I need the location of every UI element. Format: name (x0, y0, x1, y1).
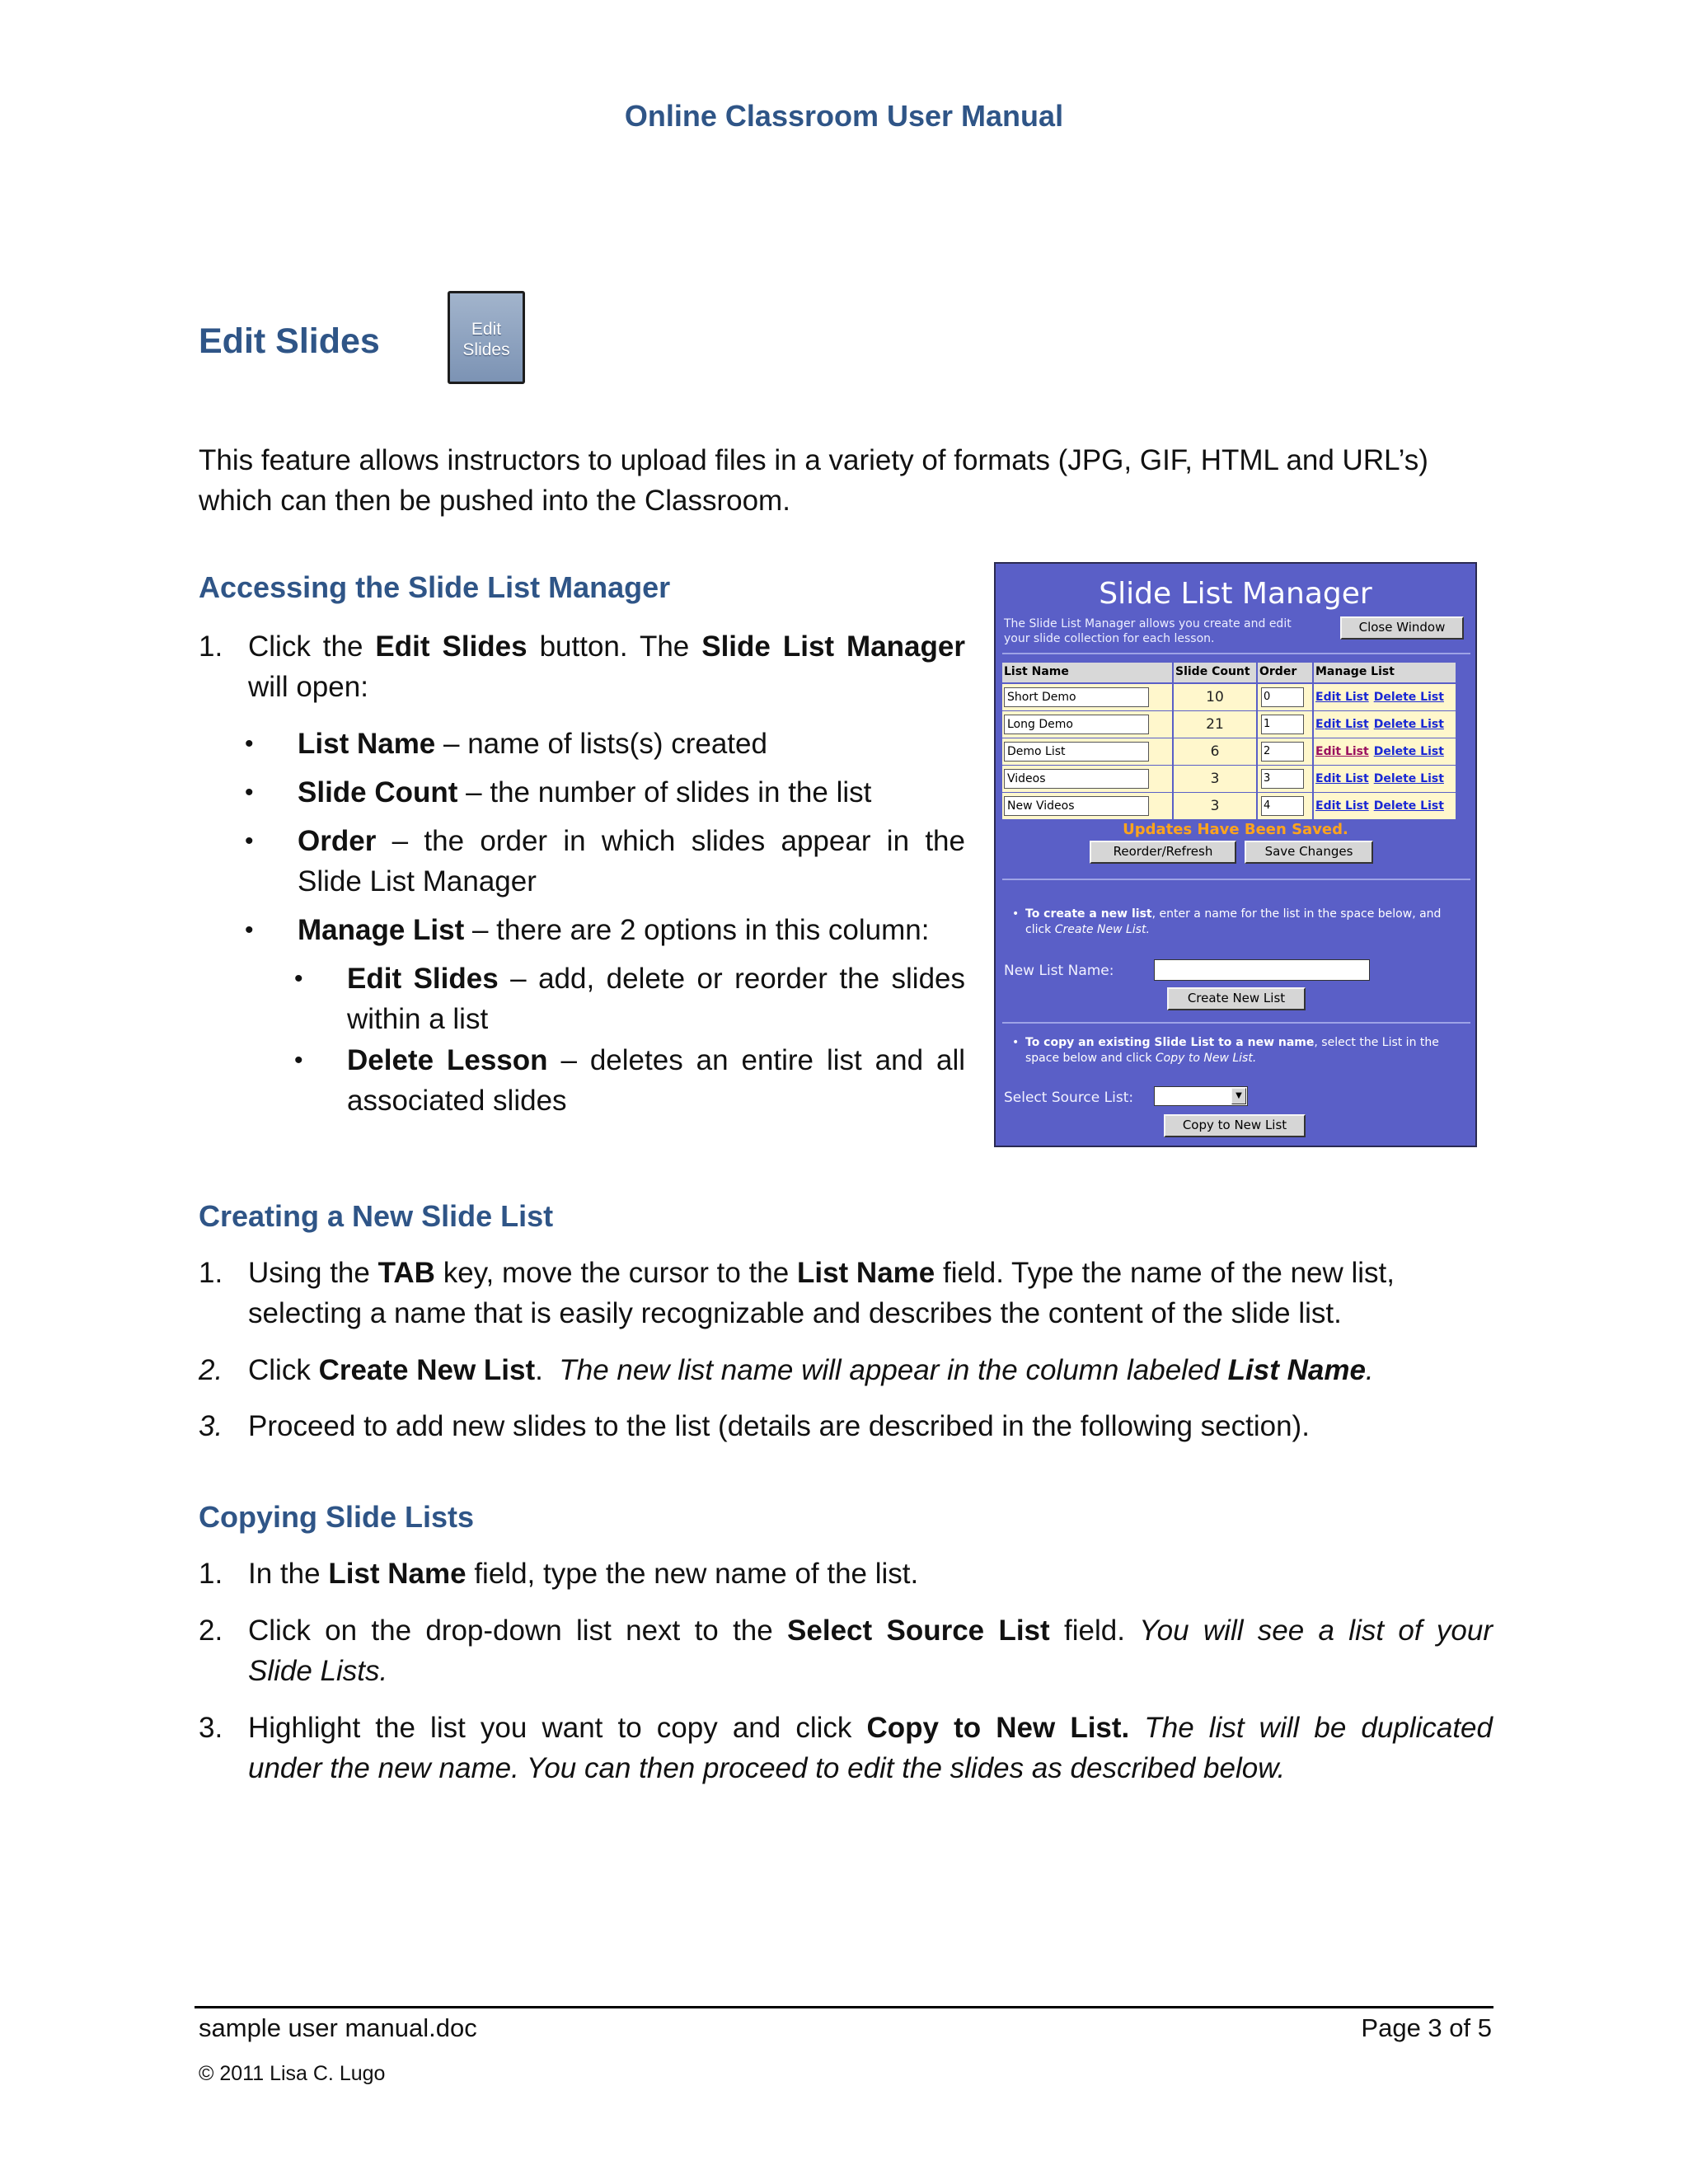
delete-list-link[interactable]: Delete List (1373, 691, 1444, 704)
accessing-step-1-line2: will open: (248, 671, 368, 703)
text: Click on the drop-down list next to the (248, 1615, 773, 1647)
text: . (535, 1354, 543, 1386)
header-manage-list: Manage List (1314, 663, 1456, 682)
edit-list-link[interactable]: Edit List (1315, 772, 1369, 785)
source-list-select[interactable] (1154, 1086, 1248, 1106)
edit-list-link[interactable]: Edit List (1315, 745, 1369, 758)
list-name-input[interactable]: Long Demo (1004, 715, 1149, 734)
text: , select the List in the space below and click (1025, 1036, 1439, 1065)
intro-line-1: This feature allows instructors to upload files in a variety of formats (JPG, GIF, HTML and URL’s) (199, 444, 1428, 476)
cell-slide-count: 10 (1174, 684, 1256, 710)
creating-step-1-line1 (248, 1253, 1493, 1293)
italic-text: The new list name will appear in the column labeled (559, 1354, 1220, 1386)
delete-list-link[interactable]: Delete List (1373, 772, 1444, 785)
heading-accessing: Accessing the Slide List Manager (199, 570, 671, 604)
step-number: 2. (199, 1354, 223, 1386)
bold-text: Create New List (318, 1354, 536, 1386)
slm-description: The Slide List Manager allows you create and edit your slide collection for each lesson. (1004, 617, 1292, 645)
creating-step-1-line2: selecting a name that is easily recognizable and describes the content of the slide list. (248, 1297, 1342, 1329)
text: In the (248, 1558, 321, 1590)
cell-list-name (1002, 766, 1172, 792)
heading-copying: Copying Slide Lists (199, 1500, 475, 1534)
bold-text: Edit Slides (375, 630, 528, 663)
cell-order (1258, 766, 1312, 792)
cell-manage-list (1314, 738, 1456, 765)
dropdown-arrow-icon: ▼ (1231, 1088, 1246, 1104)
italic-text: Copy to New List. (1155, 1052, 1257, 1065)
step-number: 3. (199, 1712, 223, 1744)
italic-text: . (1365, 1354, 1374, 1386)
list-name-input[interactable]: New Videos (1004, 796, 1149, 816)
cell-slide-count: 6 (1174, 738, 1256, 765)
order-input[interactable]: 3 (1261, 769, 1304, 789)
text: – name of lists(s) created (435, 728, 767, 760)
header-slide-count: Slide Count (1174, 663, 1256, 682)
header-order: Order (1258, 663, 1312, 682)
new-list-name-input[interactable] (1154, 959, 1370, 981)
step-number: 1. (199, 630, 223, 663)
select-source-list-label: Select Source List: (1004, 1090, 1134, 1106)
text: – the order in which slides appear in the Slide List Manager (298, 825, 965, 898)
cell-list-name (1002, 738, 1172, 765)
create-new-list-button[interactable]: Create New List (1167, 987, 1306, 1010)
accessing-list (199, 626, 965, 1121)
text: button. The (539, 630, 690, 663)
footer-filename: sample user manual.doc (199, 2013, 477, 2042)
list-name-input[interactable]: Demo List (1004, 742, 1149, 762)
cell-list-name (1002, 711, 1172, 738)
text: , enter a name for the list in the space below, and click (1025, 907, 1442, 936)
cell-order (1258, 684, 1312, 710)
bold-text: Manage List (298, 914, 465, 946)
heading-creating: Creating a New Slide List (199, 1199, 554, 1233)
italic-text: You will see a list of your (1139, 1615, 1493, 1647)
cell-order (1258, 793, 1312, 819)
step-number: 1. (199, 1558, 223, 1590)
edit-slides-button-image (448, 291, 525, 384)
bullet-dot: • (294, 965, 303, 992)
text: – there are 2 options in this column: (464, 914, 930, 946)
bullet-slide-count (298, 772, 965, 813)
copying-list (199, 1554, 1493, 1801)
delete-list-link[interactable]: Delete List (1373, 718, 1444, 731)
edit-list-link[interactable]: Edit List (1315, 718, 1369, 731)
footer-rule (195, 2006, 1493, 2008)
edit-slides-button-line1: Edit (471, 320, 502, 339)
order-input[interactable]: 1 (1261, 715, 1304, 734)
copying-step-2-line2: Slide Lists. (248, 1655, 388, 1687)
bullet-dot: • (245, 827, 254, 855)
order-input[interactable]: 4 (1261, 796, 1304, 816)
bold-text: Delete Lesson (347, 1044, 548, 1076)
step-number: 1. (199, 1257, 223, 1289)
bold-text: Select Source List (787, 1615, 1050, 1647)
text: field. (942, 1257, 1004, 1289)
subbullet-delete-lesson (347, 1040, 965, 1121)
edit-list-link[interactable]: Edit List (1315, 799, 1369, 813)
table-row (1002, 766, 1464, 792)
cell-slide-count: 3 (1174, 766, 1256, 792)
text: – the number of slides in the list (457, 776, 872, 808)
bullet-order (298, 821, 965, 902)
divider (1002, 653, 1470, 654)
step-number: 2. (199, 1615, 223, 1647)
slide-list-manager-window (994, 562, 1477, 1147)
text: field. (1063, 1615, 1125, 1647)
bold-italic-text: List Name (1227, 1354, 1366, 1386)
table-row (1002, 793, 1464, 819)
footer-page-number: Page 3 of 5 (1361, 2013, 1492, 2042)
table-header-row (1002, 663, 1464, 682)
cell-slide-count: 3 (1174, 793, 1256, 819)
text: key, move the cursor to the (443, 1257, 790, 1289)
bullet-dot: • (294, 1047, 303, 1074)
cell-list-name (1002, 793, 1172, 819)
text: Type the name of the new list, (1003, 1257, 1395, 1289)
bullet-manage-list (298, 910, 965, 950)
bold-text: List Name (328, 1558, 467, 1590)
text: Highlight the list you want to copy and click (248, 1712, 852, 1744)
bold-text: To create a new list (1025, 907, 1152, 921)
bold-text: List Name (298, 728, 436, 760)
bold-text: Order (298, 825, 377, 857)
divider (1002, 879, 1470, 880)
bullet-dot: • (1012, 1036, 1020, 1049)
cell-slide-count: 21 (1174, 711, 1256, 738)
italic-text: Create New List. (1054, 923, 1150, 936)
bold-text: Copy to New List. (866, 1712, 1130, 1744)
step-number: 3. (199, 1410, 223, 1442)
creating-list (199, 1253, 1493, 1451)
bold-text: Edit Slides (347, 963, 499, 995)
creating-step-2 (248, 1350, 1374, 1390)
text: – add, delete or reorder the slides within a list (347, 963, 965, 1035)
bullet-dot: • (245, 779, 254, 806)
italic-text: The list will be duplicated (1144, 1712, 1493, 1744)
bullet-dot: • (245, 916, 254, 944)
cell-order (1258, 711, 1312, 738)
accessing-step-1-line1 (248, 626, 965, 667)
text: field, type the new name of the list. (474, 1558, 919, 1590)
bold-text: List Name (796, 1257, 935, 1289)
reorder-refresh-button[interactable]: Reorder/Refresh (1090, 841, 1236, 864)
table-row (1002, 684, 1464, 710)
copy-list-note (1012, 1035, 1470, 1066)
copying-step-1 (248, 1554, 918, 1594)
close-window-button[interactable]: Close Window (1340, 616, 1464, 640)
bullet-list-name (298, 724, 965, 764)
page-header-title: Online Classroom User Manual (624, 99, 1064, 133)
order-input[interactable]: 2 (1261, 742, 1304, 762)
edit-list-link[interactable]: Edit List (1315, 691, 1369, 704)
intro-paragraph (199, 440, 1491, 521)
creating-step-3: Proceed to add new slides to the list (details are described in the following section). (248, 1410, 1310, 1442)
edit-slides-button-line2: Slides (462, 340, 510, 359)
order-input[interactable]: 0 (1261, 687, 1304, 707)
list-name-input[interactable]: Videos (1004, 769, 1149, 789)
list-name-input[interactable]: Short Demo (1004, 687, 1149, 707)
slm-title: Slide List Manager (1099, 577, 1372, 611)
cell-manage-list (1314, 711, 1456, 738)
copying-step-2-line1 (248, 1610, 1493, 1651)
text: Click the (248, 630, 363, 663)
bullet-dot: • (245, 730, 254, 757)
section-title: Edit Slides (199, 321, 380, 361)
cell-list-name (1002, 684, 1172, 710)
copying-step-3-line1 (248, 1708, 1493, 1748)
bold-text: To copy an existing Slide List to a new name (1025, 1036, 1315, 1049)
header-list-name: List Name (1002, 663, 1172, 682)
cell-manage-list (1314, 684, 1456, 710)
cell-manage-list (1314, 766, 1456, 792)
divider (1002, 1022, 1470, 1024)
delete-list-link[interactable]: Delete List (1373, 745, 1444, 758)
subbullet-edit-slides (347, 958, 965, 1039)
intro-line-2: which can then be pushed into the Classroom. (199, 485, 790, 517)
bullet-dot: • (1012, 907, 1020, 921)
save-changes-button[interactable]: Save Changes (1245, 841, 1373, 864)
table-row (1002, 711, 1464, 738)
cell-order (1258, 738, 1312, 765)
text: Click (248, 1354, 311, 1386)
table-row (1002, 738, 1464, 765)
copying-step-3-line2: under the new name. You can then proceed to edit the slides as described below. (248, 1752, 1286, 1784)
new-list-name-label: New List Name: (1004, 963, 1114, 979)
copy-to-new-list-button[interactable]: Copy to New List (1164, 1114, 1306, 1137)
create-list-note (1012, 907, 1470, 938)
footer-copyright: © 2011 Lisa C. Lugo (199, 2062, 386, 2085)
delete-list-link[interactable]: Delete List (1373, 799, 1444, 813)
cell-manage-list (1314, 793, 1456, 819)
bold-text: Slide Count (298, 776, 458, 808)
updates-saved-message: Updates Have Been Saved. (1123, 821, 1348, 838)
bold-text: TAB (377, 1257, 435, 1289)
bold-text: Slide List Manager (701, 630, 965, 663)
text: Using the (248, 1257, 370, 1289)
text: – deletes an entire list and all associated slides (347, 1044, 965, 1117)
